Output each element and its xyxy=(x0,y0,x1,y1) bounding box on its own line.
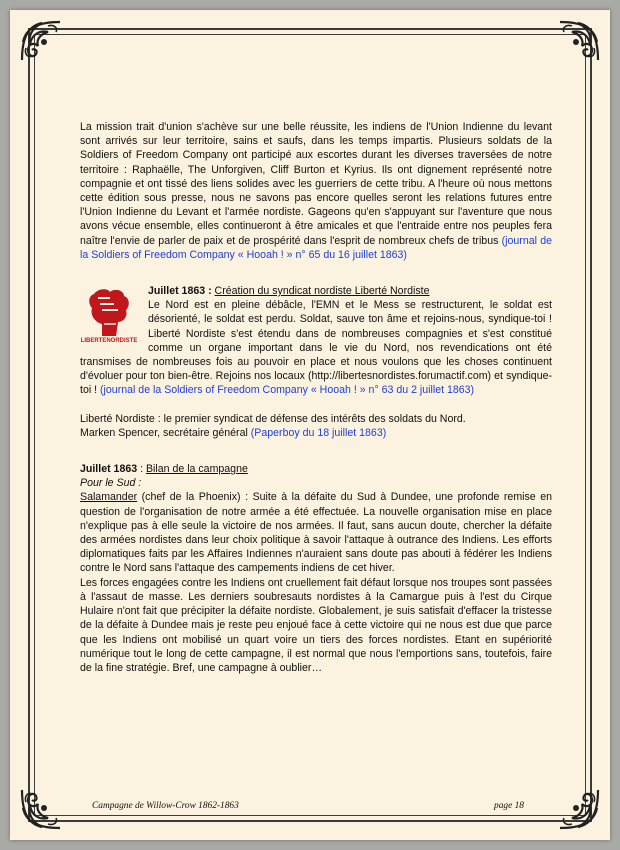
article-heading xyxy=(80,462,552,476)
article-title: Création du syndicat nordiste Liberté Nordiste xyxy=(214,285,430,298)
article-trait-union xyxy=(80,120,552,262)
article-text: La mission trait d'union s'achève sur une belle réussite, les indiens de l'Union Indienne du levant sont arrivés sur leur territoire, sains et saufs, dans les temps impartis. Plusieurs soldats de la Soldiers of Freedom Company ont participé aux escortes durant les diverses traversées de notre territoire : Raphaëlle, The Unforgiven, Cliff Burton et Kyrius. Ils ont dignement représenté notre compagnie et ont tissé des liens solides avec les guerriers de cette tribu. A l'heure où nous mettons cette édition sous presse, nous ne savons pas encore quelles seront les relations futures entre l'Union Indienne du Levant et l'armée nordiste. Gageons qu'en s'appuyant sur l'aventure que nous avons vécue ensemble, elles continueront à être amicales et que l'entraide entre nos peuples fera naître l'envie de parler de paix et de prospérité dans l'esprit de nombreux chefs de tribus xyxy=(80,121,552,247)
footer-title: Campagne de Willow-Crow 1862-1863 xyxy=(92,801,239,811)
logo-label: LIBERTENORDISTE xyxy=(80,337,138,344)
article-note: Liberté Nordiste : le premier syndicat de défense des intérêts des soldats du Nord. xyxy=(80,412,466,425)
signature-text: Marken Spencer, secrétaire général xyxy=(80,426,251,439)
source-citation: (journal de la Soldiers of Freedom Company « Hooah ! » n° 63 du 2 juillet 1863) xyxy=(100,384,475,397)
source-citation: (Paperboy du 18 juillet 1863) xyxy=(250,426,387,439)
article-date: Juillet 1863 : xyxy=(148,285,212,298)
article-liberte-nordiste xyxy=(80,284,552,440)
article-paragraph xyxy=(80,298,552,397)
subtitle-text: Pour le Sud : xyxy=(80,477,142,490)
article-subtitle xyxy=(80,476,552,490)
author-name: Salamander xyxy=(80,491,138,504)
source-citation: (journal de la Soldiers of Freedom Company « Hooah ! » n° 65 du 16 juillet 1863) xyxy=(80,234,552,261)
page-number: page 18 xyxy=(494,801,524,811)
raised-fist-icon xyxy=(80,286,140,338)
ornament-icon xyxy=(18,786,64,832)
article-body xyxy=(80,120,552,675)
article-paragraph: Les forces engagées contre les Indiens ont cruellement fait défaut lorsque nos troupes sont passées à l'assaut de masse. Les derniers soubresauts nordistes à la Camargue puis à l'est du Cirque Hulaire n'ont fait que précipiter la défaite nordiste. Globalement, je suis satisfait d'effacer la tristesse de la défaite à Dundee mais je reste peu enjoué face à cette victoire qui ne nous est due que parce que les Indiens ont mobilisé un quart voire un tiers des forces nordistes. Etant en supériorité numérique tout le long de cette campagne, il est normal que nous l'emportions sans, toutefois, faire de la fine stratégie. Bref, une campagne à oublier… xyxy=(80,576,552,674)
document-page xyxy=(10,10,610,840)
heading-separator: : xyxy=(137,463,146,476)
article-signature xyxy=(80,426,552,440)
article-text: Le Nord est en pleine débâcle, l'EMN et le Mess se restructurent, le soldat est désorienté, le soldat est perdu. Soldat, sauve ton âme et rejoins-nous, syndique-toi ! Liberté Nordiste s'est étendu dans de nombreuses compagnies et s'est constitué comme un organe important dans le vie du Nord, nos revendications ont été transmises de nombreuses fois au pouvoir en place et nous voulons que les choses continuent d'évoluer pour ton bien-être. Rejoins nos locaux (http://libertesnordistes.forumactif.com) et syndique-toi ! xyxy=(80,299,552,397)
article-bilan xyxy=(80,462,552,675)
article-heading xyxy=(80,284,552,298)
ornament-icon xyxy=(556,18,602,64)
ornament-icon xyxy=(18,18,64,64)
article-paragraph xyxy=(80,490,552,575)
ornament-icon xyxy=(556,786,602,832)
article-date: Juillet 1863 xyxy=(80,463,138,476)
union-logo xyxy=(80,286,140,350)
article-text: (chef de la Phoenix) : Suite à la défaite du Sud à Dundee, une profonde remise en question de l'organisation de notre armée a été effectuée. La nouvelle organisation mise en place n'explique pas à elle seule la victoire de nos armées. Il faut, sans aucun doute, chercher la défaite des armées nordistes dans leur choix politique à savoir l'attaque à outrance des Indiens. Les efforts diplomatiques faits par les Affaires Indiennes n'auraient sans doute pas abouti à fédérer les Indiens contre le Nord sans l'attaque des campements indiens de cet hiver. xyxy=(80,491,552,575)
article-title: Bilan de la campagne xyxy=(145,463,248,476)
